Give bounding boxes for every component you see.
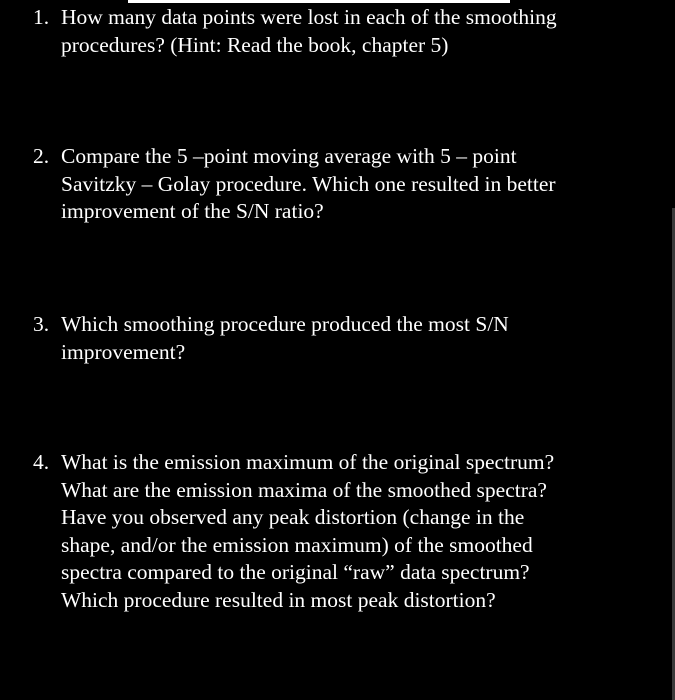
question-number: 2. bbox=[33, 144, 50, 168]
question-text bbox=[61, 311, 623, 366]
question-text bbox=[61, 143, 623, 226]
question-line: shape, and/or the emission maximum) of the smoothed bbox=[61, 532, 533, 557]
question-number: 4. bbox=[33, 450, 50, 474]
question-line: Savitzky – Golay procedure. Which one resulted in better bbox=[61, 171, 556, 196]
question-2 bbox=[33, 143, 623, 226]
question-line: improvement? bbox=[61, 339, 186, 364]
question-1 bbox=[33, 4, 623, 59]
question-4 bbox=[33, 449, 623, 614]
question-number: 3. bbox=[33, 312, 50, 336]
question-line: Have you observed any peak distortion (change in the bbox=[61, 505, 525, 529]
question-line: spectra compared to the original “raw” data spectrum? bbox=[61, 560, 530, 584]
question-line: procedures? (Hint: Read the book, chapter 5) bbox=[61, 32, 449, 57]
question-line: Which smoothing procedure produced the most S/N bbox=[61, 312, 509, 336]
question-number: 1. bbox=[33, 5, 50, 29]
question-line: How many data points were lost in each of the smoothing bbox=[61, 5, 557, 29]
question-text bbox=[61, 449, 623, 614]
question-line: Compare the 5 –point moving average with 5 – point bbox=[61, 144, 517, 168]
question-line: What are the emission maxima of the smoothed spectra? bbox=[61, 477, 547, 502]
question-line: improvement of the S/N ratio? bbox=[61, 199, 324, 223]
question-line: Which procedure resulted in most peak distortion? bbox=[61, 587, 496, 612]
question-line: What is the emission maximum of the original spectrum? bbox=[61, 450, 555, 474]
top-divider-line bbox=[128, 0, 510, 3]
question-3 bbox=[33, 311, 623, 366]
question-text bbox=[61, 4, 623, 59]
